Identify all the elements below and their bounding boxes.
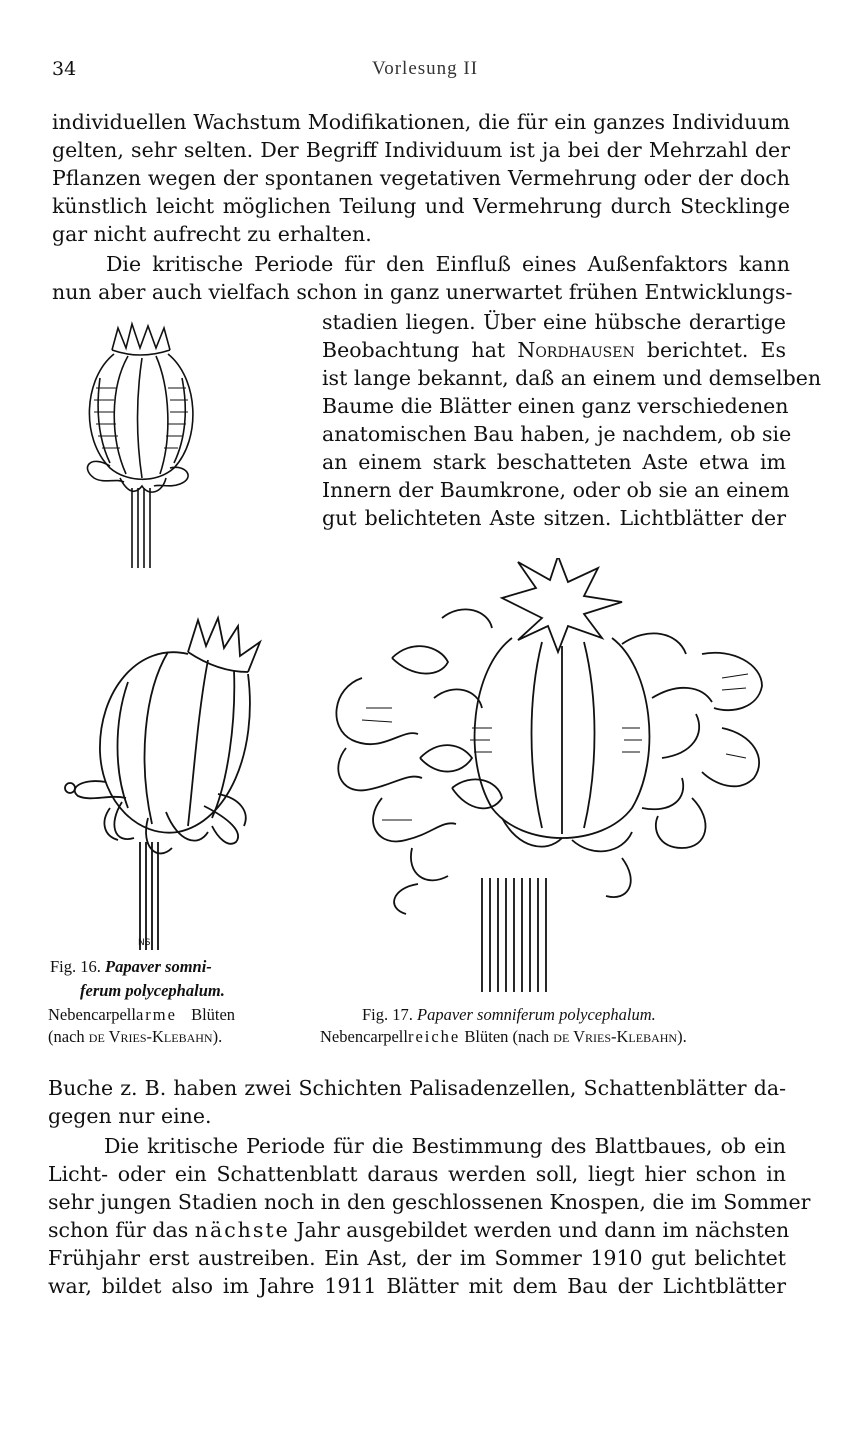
poppy-capsule-illustration	[70, 318, 210, 570]
text-line: anatomischen Bau haben, je nachdem, ob sie	[322, 422, 792, 446]
caption-text: Blüten	[191, 1005, 236, 1024]
caption-text: ).	[212, 1027, 223, 1046]
text-line: Die kritische Periode für den Einfluß eines Außenfaktors kann	[106, 252, 790, 276]
text-line: Buche z. B. haben zwei Schichten Palisadenzellen, Schattenblätter da-	[48, 1076, 786, 1100]
text-line: ist lange bekannt, daß an einem und demselben	[322, 366, 822, 390]
figure-label: Fig. 16.	[50, 957, 101, 976]
species-name: ferum polycephalum.	[80, 981, 225, 1000]
emphasized-text: nächste	[194, 1218, 290, 1242]
caption-text: ).	[677, 1027, 687, 1046]
caption-text: reiche	[407, 1027, 461, 1046]
species-name: Papaver somniferum polycephalum.	[417, 1005, 656, 1024]
text-line	[48, 1216, 790, 1244]
text-line: gut belichteten Aste sitzen. Lichtblätter der	[322, 506, 786, 530]
text-line: künstlich leicht möglichen Teilung und Vermehrung durch Stecklinge	[52, 194, 790, 218]
page-number: 34	[52, 58, 77, 80]
text-line: Innern der Baumkrone, oder ob sie an einem	[322, 478, 790, 502]
text-line: gar nicht aufrecht zu erhalten.	[52, 222, 372, 246]
text-line: war, bildet also im Jahre 1911 Blätter mit dem Bau der Lichtblätter	[48, 1274, 786, 1298]
caption-text: Nebencarpell	[320, 1027, 408, 1046]
text-line: gelten, sehr selten. Der Begriff Individuum ist ja bei der Mehrzahl der	[52, 138, 790, 162]
text-line: Baume die Blätter einen ganz verschiedenen	[322, 394, 789, 418]
figure-label: Fig. 17.	[362, 1005, 413, 1024]
caption-line	[48, 1004, 235, 1026]
text-segment: Jahr ausgebildet werden und dann im nächsten	[296, 1218, 790, 1242]
text-line: Pflanzen wegen der spontanen vegetativen Vermehrung oder der doch	[52, 166, 790, 190]
author-name: Nordhausen	[517, 338, 635, 362]
text-line: stadien liegen. Über eine hübsche derartige	[322, 310, 786, 334]
text-line: Licht- oder ein Schattenblatt daraus werden soll, liegt hier schon in	[48, 1162, 786, 1186]
poppy-polycephalum-illustration	[322, 558, 782, 994]
caption-line	[320, 1026, 687, 1048]
text-line: individuellen Wachstum Modifikationen, die für ein ganzes Individuum	[52, 110, 790, 134]
caption-text: arme	[135, 1005, 177, 1024]
text-line: sehr jungen Stadien noch in den geschlossenen Knospen, die im Sommer	[48, 1190, 811, 1214]
caption-text: Nebencarpell	[48, 1005, 136, 1024]
text-line: gegen nur eine.	[48, 1104, 212, 1128]
author-name: de Vries-Klebahn	[88, 1027, 213, 1046]
text-line	[322, 336, 786, 364]
caption-line	[362, 1004, 656, 1026]
running-title: Vorlesung II	[371, 58, 479, 79]
text-line: Frühjahr erst austreiben. Ein Ast, der im Sommer 1910 gut belichtet	[48, 1246, 786, 1270]
caption-line	[80, 980, 225, 1002]
text-segment: berichtet. Es	[646, 338, 787, 362]
text-line: an einem stark beschatteten Aste etwa im	[322, 450, 786, 474]
caption-text: Blüten (nach	[464, 1027, 550, 1046]
illustrator-mark: NS	[138, 938, 151, 948]
text-segment: Beobachtung hat	[322, 338, 506, 362]
text-line: nun aber auch vielfach schon in ganz unerwartet frühen Entwicklungs-	[52, 280, 793, 304]
caption-line	[48, 1026, 222, 1048]
caption-line	[50, 956, 212, 978]
species-name: Papaver somni-	[105, 957, 212, 976]
caption-text: (nach	[48, 1027, 85, 1046]
text-line: Die kritische Periode für die Bestimmung des Blattbaues, ob ein	[104, 1134, 786, 1158]
author-name: de Vries-Klebahn	[553, 1027, 678, 1046]
text-segment: schon für das	[48, 1218, 189, 1242]
poppy-capsule-illustration	[48, 612, 272, 952]
